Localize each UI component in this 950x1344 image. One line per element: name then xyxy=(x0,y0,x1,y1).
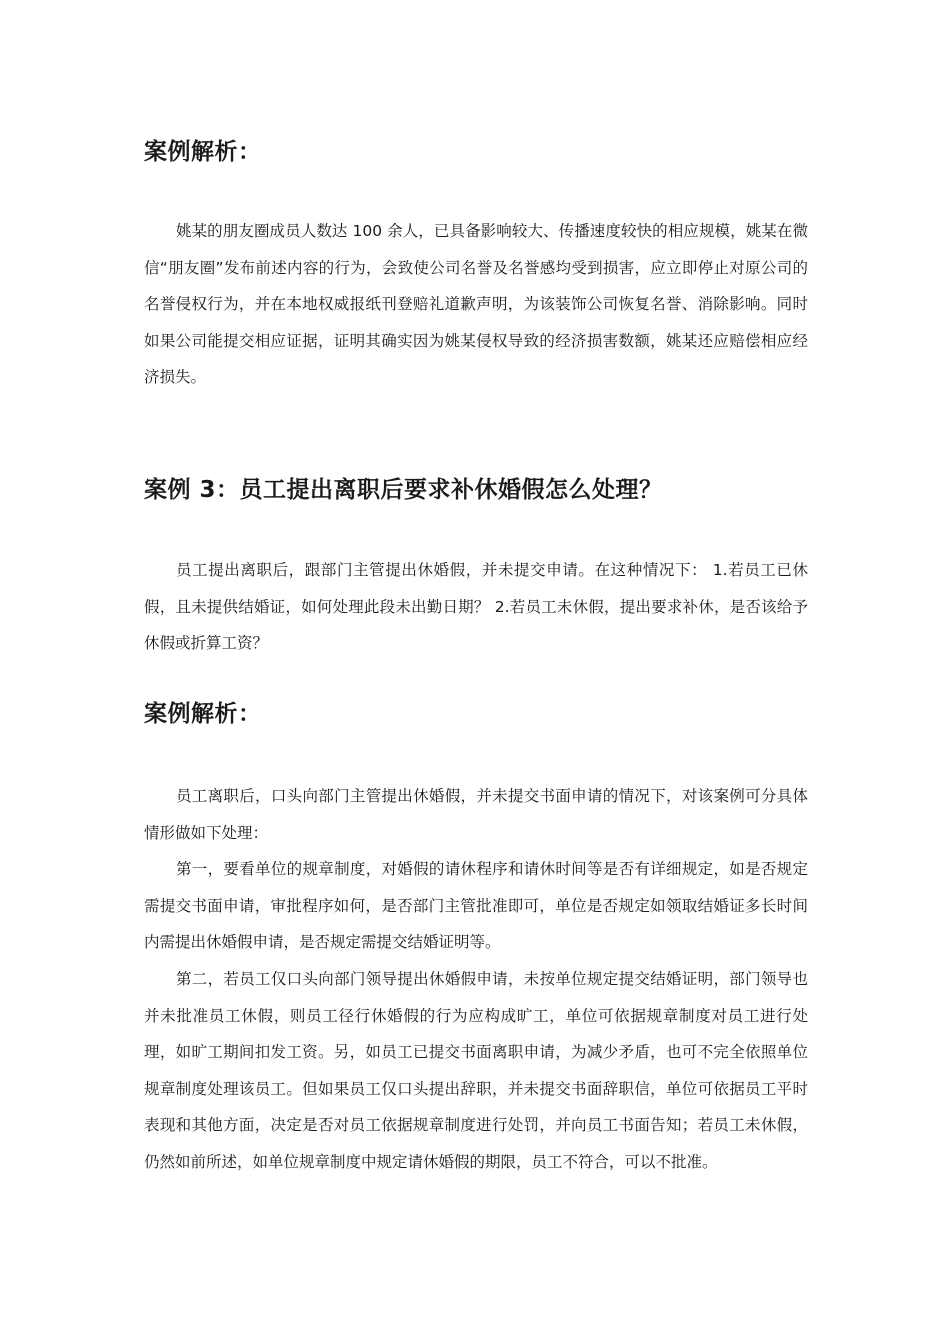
case-3-heading: 案例 3：员工提出离职后要求补休婚假怎么处理？ xyxy=(144,477,663,503)
case-3-paragraph: 员工提出离职后，跟部门主管提出休婚假，并未提交申请。在这种情况下： 1.若员工已休假，且未提供结婚证，如何处理此段未出勤日期？ 2.若员工未休假，提出要求补休，是否该给予休假或折算工资？ xyxy=(144,561,808,652)
analysis-2-intro-paragraph: 员工离职后，口头向部门主管提出休婚假，并未提交书面申请的情况下，对该案例可分具体情形做如下处理： xyxy=(144,787,808,842)
analysis-2-point-2: 第二，若员工仅口头向部门领导提出休婚假申请，未按单位规定提交结婚证明，部门领导也并未批准员工休假，则员工径行休婚假的行为应构成旷工，单位可依据规章制度对员工进行处理，如旷工期间扣发工资。另，如员工已提交书面离职申请，为减少矛盾，也可不完全依照单位规章制度处理该员工。但如果员工仅口头提出辞职，并未提交书面辞职信，单位可依据员工平时表现和其他方面，决定是否对员工依据规章制度进行处罚，并向员工书面告知；若员工未休假，仍然如前所述，如单位规章制度中规定请休婚假的期限，员工不符合，可以不批准。 xyxy=(144,970,808,1171)
analysis-paragraph-1: 姚某的朋友圈成员人数达 100 余人，已具备影响较大、传播速度较快的相应规模，姚某在微信“朋友圈”发布前述内容的行为，会致使公司名誉及名誉感均受到损害，应立即停止对原公司的名誉侵权行为，并在本地权威报纸刊登赔礼道歉声明，为该装饰公司恢复名誉、消除影响。同时如果公司能提交相应证据，证明其确实因为姚某侵权导致的经济损害数额，姚某还应赔偿相应经济损失。 xyxy=(144,222,808,386)
analysis-2-point-1: 第一，要看单位的规章制度，对婚假的请休程序和请休时间等是否有详细规定，如是否规定需提交书面申请，审批程序如何，是否部门主管批准即可，单位是否规定如领取结婚证多长时间内需提出休婚假申请，是否规定需提交结婚证明等。 xyxy=(144,860,808,951)
section-heading-analysis-2: 案例解析： xyxy=(144,701,262,727)
section-heading-analysis-1: 案例解析： xyxy=(144,139,262,165)
